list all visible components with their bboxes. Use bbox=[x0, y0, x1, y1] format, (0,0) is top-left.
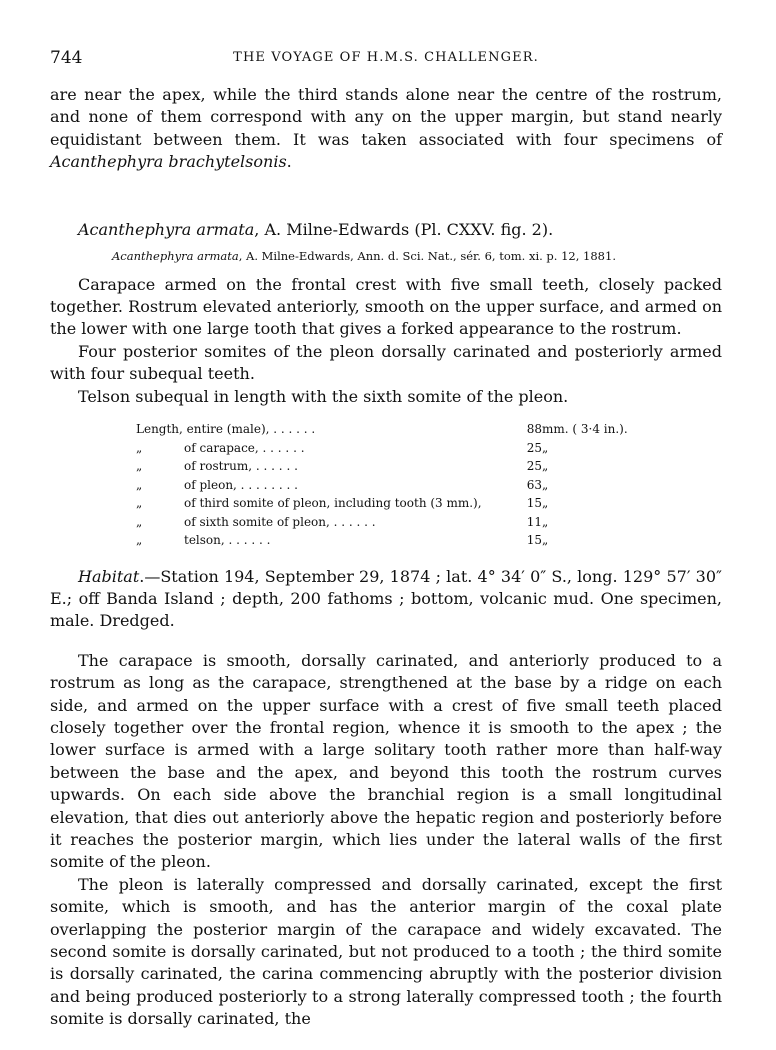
measurement-value: 88 bbox=[526, 422, 542, 437]
species-name: Acanthephyra armata bbox=[78, 219, 255, 239]
measurement-label: of pleon, . . bbox=[184, 477, 253, 492]
measurement-label: of rostrum, bbox=[184, 459, 253, 474]
species-authority: , A. Milne-Edwards (Pl. CXXV. fig. 2). bbox=[254, 219, 554, 239]
page-number: 744 bbox=[50, 48, 83, 68]
leader-dots: . . . . . . bbox=[228, 533, 271, 548]
synonymy-name: Acanthephyra armata bbox=[112, 248, 239, 263]
measurement-value: 25 bbox=[526, 459, 542, 474]
leader-dots: . . . . . . bbox=[255, 459, 298, 474]
diagnosis-paragraph: Telson subequal in length with the sixth somite of the pleon. bbox=[78, 386, 569, 406]
description-paragraph: The pleon is laterally compressed and dorsally carinated, except the first somite, which is smooth, and has the anterior margin of the coxal plate overlapping the posterior margin of the carapace and widely excavated. The second somite is dorsally carinated, but not produced to a tooth ; the third somite is dorsally carinated, the carina commencing abruptly with the posterior division and being produced posteriorly to a strong laterally compressed tooth ; the fourth somite is dorsally carinated, the bbox=[50, 874, 722, 1029]
habitat-paragraph bbox=[50, 566, 722, 633]
measurement-row bbox=[136, 476, 628, 495]
measurement-label: Length, entire (male), bbox=[136, 422, 270, 437]
synonymy-citation bbox=[50, 247, 722, 265]
measurement-unit: „ bbox=[542, 496, 549, 511]
measurement-value: 15 bbox=[526, 533, 542, 548]
measurement-row bbox=[136, 439, 628, 458]
measurement-row bbox=[136, 494, 628, 513]
ditto-mark: „ bbox=[136, 514, 143, 529]
measurement-unit: „ bbox=[542, 459, 549, 474]
page-header bbox=[50, 48, 722, 68]
continuation-paragraph bbox=[50, 84, 722, 174]
species-reference: Acanthephyra brachytelsonis bbox=[50, 152, 287, 172]
measurement-label: telson, bbox=[184, 533, 225, 548]
leader-dots: . . . . . . bbox=[262, 440, 305, 455]
measurement-value: 25 bbox=[526, 440, 542, 455]
diagnosis-paragraph: Carapace armed on the frontal crest with five small teeth, closely packed together. Rostrum elevated anteriorly, smooth on the upper surface, and armed on the lower with one large tooth that gives a forked appearance to the rostrum. bbox=[50, 274, 722, 339]
continuation-text: are near the apex, while the third stands alone near the centre of the rostrum, and none of them correspond with any on the upper margin, but stand nearly equidistant between them. It was taken associated with four specimens of bbox=[50, 85, 722, 149]
measurement-label: of sixth somite of pleon, bbox=[184, 514, 330, 529]
ditto-mark: „ bbox=[136, 533, 143, 548]
measurement-value: 63 bbox=[526, 477, 542, 492]
continuation-end: . bbox=[286, 152, 292, 172]
measurement-unit: „ bbox=[542, 533, 549, 548]
measurement-unit: „ bbox=[542, 477, 549, 492]
leader-dots: . . . . . . bbox=[333, 514, 376, 529]
measurement-unit: „ bbox=[542, 514, 549, 529]
measurement-value: 11 bbox=[526, 514, 542, 529]
habitat-text: .—Station 194, September 29, 1874 ; lat. 4° 34′ 0″ S., long. 129° 57′ 30″ E.; off Banda Island ; depth, 200 fathoms ; bottom, volcanic mud. One specimen, male. Dredged. bbox=[50, 566, 722, 631]
measurement-row bbox=[136, 531, 628, 550]
measurement-value: 15 bbox=[526, 496, 542, 511]
habitat-label: Habitat bbox=[78, 566, 140, 586]
ditto-mark: „ bbox=[136, 459, 143, 474]
measurement-row bbox=[136, 457, 628, 476]
measurement-unit: „ bbox=[542, 440, 549, 455]
measurement-label: of carapace, bbox=[184, 440, 259, 455]
running-title: THE VOYAGE OF H.M.S. CHALLENGER. bbox=[233, 50, 539, 65]
ditto-mark: „ bbox=[136, 477, 143, 492]
ditto-mark: „ bbox=[136, 496, 143, 511]
ditto-mark: „ bbox=[136, 440, 143, 455]
diagnosis-paragraph: Four posterior somites of the pleon dorsally carinated and posteriorly armed with four subequal teeth. bbox=[50, 341, 722, 384]
leader-dots: . . . . . . bbox=[255, 477, 298, 492]
page-body bbox=[50, 84, 722, 1031]
measurement-row bbox=[136, 513, 628, 532]
measurement-row bbox=[136, 420, 628, 439]
measurement-label: of third somite of pleon, including tooth (3 mm.), bbox=[184, 496, 482, 511]
measurements-table bbox=[136, 420, 628, 550]
species-heading bbox=[50, 219, 722, 241]
description-paragraph: The carapace is smooth, dorsally carinated, and anteriorly produced to a rostrum as long as the carapace, strengthened at the base by a ridge on each side, and armed on the upper surface with a crest of five small teeth placed closely together over the frontal region, whence it is smooth to the apex ; the lower surface is armed with a large solitary tooth rather more than half-way between the base and the apex, and beyond this tooth the rostrum curves upwards. On each side above the branchial region is a small longitudinal elevation, that dies out anteriorly above the hepatic region and posteriorly before it reaches the posterior margin, which lies under the lateral walls of the first somite of the pleon. bbox=[50, 650, 722, 872]
synonymy-reference: , A. Milne-Edwards, Ann. d. Sci. Nat., sér. 6, tom. xi. p. 12, 1881. bbox=[238, 248, 616, 263]
leader-dots: . . . . . . bbox=[273, 422, 316, 437]
measurement-unit: mm. ( 3·4 in.). bbox=[542, 422, 628, 437]
